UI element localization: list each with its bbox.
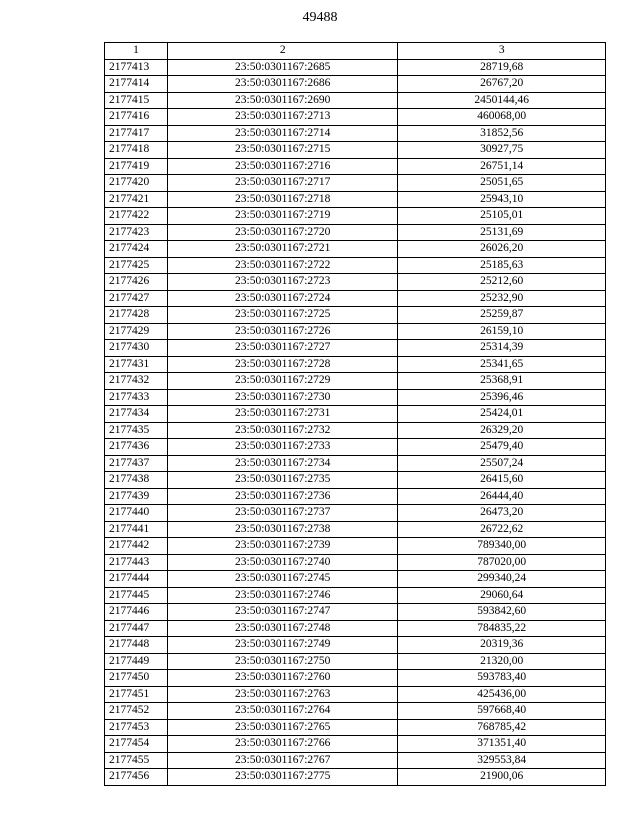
record-number-cell: 2177421 <box>105 191 168 208</box>
record-number-cell: 2177454 <box>105 736 168 753</box>
table-row <box>105 59 606 76</box>
table-row <box>105 290 606 307</box>
record-number-cell: 2177449 <box>105 653 168 670</box>
table-row <box>105 604 606 621</box>
value-cell: 25131,69 <box>398 224 606 241</box>
cadastral-number-cell: 23:50:0301167:2713 <box>167 109 398 126</box>
table-row <box>105 752 606 769</box>
record-number-cell: 2177443 <box>105 554 168 571</box>
table-row <box>105 323 606 340</box>
cadastral-number-cell: 23:50:0301167:2726 <box>167 323 398 340</box>
cadastral-number-cell: 23:50:0301167:2714 <box>167 125 398 142</box>
value-cell: 25424,01 <box>398 406 606 423</box>
cadastral-number-cell: 23:50:0301167:2735 <box>167 472 398 489</box>
table-row <box>105 439 606 456</box>
value-cell: 21320,00 <box>398 653 606 670</box>
record-number-cell: 2177456 <box>105 769 168 786</box>
value-cell: 25212,60 <box>398 274 606 291</box>
value-cell: 768785,42 <box>398 719 606 736</box>
value-cell: 26751,14 <box>398 158 606 175</box>
value-cell: 597668,40 <box>398 703 606 720</box>
value-cell: 26026,20 <box>398 241 606 258</box>
cadastral-number-cell: 23:50:0301167:2724 <box>167 290 398 307</box>
record-number-cell: 2177452 <box>105 703 168 720</box>
record-number-cell: 2177420 <box>105 175 168 192</box>
record-number-cell: 2177417 <box>105 125 168 142</box>
table-row <box>105 472 606 489</box>
table-row <box>105 653 606 670</box>
record-number-cell: 2177440 <box>105 505 168 522</box>
record-number-cell: 2177427 <box>105 290 168 307</box>
value-cell: 593842,60 <box>398 604 606 621</box>
cadastral-number-cell: 23:50:0301167:2745 <box>167 571 398 588</box>
cadastral-number-cell: 23:50:0301167:2763 <box>167 686 398 703</box>
table-row <box>105 389 606 406</box>
value-cell: 25051,65 <box>398 175 606 192</box>
table-row <box>105 637 606 654</box>
value-cell: 371351,40 <box>398 736 606 753</box>
record-number-cell: 2177430 <box>105 340 168 357</box>
cadastral-number-cell: 23:50:0301167:2727 <box>167 340 398 357</box>
value-cell: 25507,24 <box>398 455 606 472</box>
value-cell: 21900,06 <box>398 769 606 786</box>
cadastral-number-cell: 23:50:0301167:2731 <box>167 406 398 423</box>
value-cell: 789340,00 <box>398 538 606 555</box>
record-number-cell: 2177422 <box>105 208 168 225</box>
cadastral-number-cell: 23:50:0301167:2723 <box>167 274 398 291</box>
page-number: 49488 <box>302 10 338 25</box>
value-cell: 26473,20 <box>398 505 606 522</box>
table-row <box>105 142 606 159</box>
table-row <box>105 274 606 291</box>
cadastral-number-cell: 23:50:0301167:2725 <box>167 307 398 324</box>
table-header-row <box>105 43 606 60</box>
value-cell: 26722,62 <box>398 521 606 538</box>
cadastral-number-cell: 23:50:0301167:2767 <box>167 752 398 769</box>
cadastral-number-cell: 23:50:0301167:2747 <box>167 604 398 621</box>
value-cell: 25232,90 <box>398 290 606 307</box>
table-row <box>105 686 606 703</box>
record-number-cell: 2177436 <box>105 439 168 456</box>
value-cell: 30927,75 <box>398 142 606 159</box>
table-body <box>105 59 606 785</box>
registry-table <box>104 42 606 786</box>
table-row <box>105 670 606 687</box>
record-number-cell: 2177416 <box>105 109 168 126</box>
table-row <box>105 92 606 109</box>
table-row <box>105 257 606 274</box>
table-row <box>105 76 606 93</box>
table-row <box>105 620 606 637</box>
column-header-1: 1 <box>105 43 168 60</box>
record-number-cell: 2177438 <box>105 472 168 489</box>
record-number-cell: 2177431 <box>105 356 168 373</box>
cadastral-number-cell: 23:50:0301167:2760 <box>167 670 398 687</box>
table-row <box>105 719 606 736</box>
cadastral-number-cell: 23:50:0301167:2715 <box>167 142 398 159</box>
cadastral-number-cell: 23:50:0301167:2717 <box>167 175 398 192</box>
cadastral-number-cell: 23:50:0301167:2719 <box>167 208 398 225</box>
value-cell: 31852,56 <box>398 125 606 142</box>
cadastral-number-cell: 23:50:0301167:2720 <box>167 224 398 241</box>
table-row <box>105 703 606 720</box>
table-row <box>105 224 606 241</box>
cadastral-number-cell: 23:50:0301167:2690 <box>167 92 398 109</box>
record-number-cell: 2177435 <box>105 422 168 439</box>
cadastral-number-cell: 23:50:0301167:2739 <box>167 538 398 555</box>
record-number-cell: 2177424 <box>105 241 168 258</box>
table-row <box>105 158 606 175</box>
table-row <box>105 521 606 538</box>
record-number-cell: 2177415 <box>105 92 168 109</box>
record-number-cell: 2177419 <box>105 158 168 175</box>
cadastral-number-cell: 23:50:0301167:2734 <box>167 455 398 472</box>
record-number-cell: 2177433 <box>105 389 168 406</box>
cadastral-number-cell: 23:50:0301167:2736 <box>167 488 398 505</box>
record-number-cell: 2177413 <box>105 59 168 76</box>
cadastral-number-cell: 23:50:0301167:2732 <box>167 422 398 439</box>
value-cell: 26159,10 <box>398 323 606 340</box>
cadastral-number-cell: 23:50:0301167:2748 <box>167 620 398 637</box>
table-row <box>105 109 606 126</box>
value-cell: 25396,46 <box>398 389 606 406</box>
table-row <box>105 736 606 753</box>
record-number-cell: 2177429 <box>105 323 168 340</box>
value-cell: 784835,22 <box>398 620 606 637</box>
table-row <box>105 307 606 324</box>
cadastral-number-cell: 23:50:0301167:2733 <box>167 439 398 456</box>
table-row <box>105 488 606 505</box>
record-number-cell: 2177448 <box>105 637 168 654</box>
record-number-cell: 2177432 <box>105 373 168 390</box>
record-number-cell: 2177428 <box>105 307 168 324</box>
value-cell: 593783,40 <box>398 670 606 687</box>
value-cell: 25259,87 <box>398 307 606 324</box>
record-number-cell: 2177444 <box>105 571 168 588</box>
cadastral-number-cell: 23:50:0301167:2775 <box>167 769 398 786</box>
cadastral-number-cell: 23:50:0301167:2685 <box>167 59 398 76</box>
record-number-cell: 2177441 <box>105 521 168 538</box>
record-number-cell: 2177451 <box>105 686 168 703</box>
cadastral-number-cell: 23:50:0301167:2764 <box>167 703 398 720</box>
value-cell: 299340,24 <box>398 571 606 588</box>
value-cell: 25368,91 <box>398 373 606 390</box>
value-cell: 28719,68 <box>398 59 606 76</box>
table-row <box>105 422 606 439</box>
cadastral-number-cell: 23:50:0301167:2737 <box>167 505 398 522</box>
cadastral-number-cell: 23:50:0301167:2716 <box>167 158 398 175</box>
cadastral-number-cell: 23:50:0301167:2722 <box>167 257 398 274</box>
cadastral-number-cell: 23:50:0301167:2746 <box>167 587 398 604</box>
cadastral-number-cell: 23:50:0301167:2738 <box>167 521 398 538</box>
record-number-cell: 2177425 <box>105 257 168 274</box>
table-row <box>105 208 606 225</box>
cadastral-number-cell: 23:50:0301167:2740 <box>167 554 398 571</box>
record-number-cell: 2177450 <box>105 670 168 687</box>
value-cell: 25479,40 <box>398 439 606 456</box>
record-number-cell: 2177453 <box>105 719 168 736</box>
table-row <box>105 505 606 522</box>
cadastral-number-cell: 23:50:0301167:2750 <box>167 653 398 670</box>
record-number-cell: 2177423 <box>105 224 168 241</box>
record-number-cell: 2177446 <box>105 604 168 621</box>
table-row <box>105 241 606 258</box>
record-number-cell: 2177445 <box>105 587 168 604</box>
value-cell: 460068,00 <box>398 109 606 126</box>
value-cell: 25314,39 <box>398 340 606 357</box>
value-cell: 25943,10 <box>398 191 606 208</box>
table-row <box>105 571 606 588</box>
table-row <box>105 554 606 571</box>
value-cell: 26767,20 <box>398 76 606 93</box>
table-row <box>105 175 606 192</box>
cadastral-number-cell: 23:50:0301167:2730 <box>167 389 398 406</box>
value-cell: 425436,00 <box>398 686 606 703</box>
table-row <box>105 356 606 373</box>
value-cell: 26444,40 <box>398 488 606 505</box>
table-row <box>105 455 606 472</box>
table-row <box>105 340 606 357</box>
record-number-cell: 2177455 <box>105 752 168 769</box>
column-header-3: 3 <box>398 43 606 60</box>
record-number-cell: 2177434 <box>105 406 168 423</box>
cadastral-number-cell: 23:50:0301167:2766 <box>167 736 398 753</box>
record-number-cell: 2177442 <box>105 538 168 555</box>
cadastral-number-cell: 23:50:0301167:2765 <box>167 719 398 736</box>
value-cell: 25185,63 <box>398 257 606 274</box>
record-number-cell: 2177437 <box>105 455 168 472</box>
table-row <box>105 373 606 390</box>
cadastral-number-cell: 23:50:0301167:2721 <box>167 241 398 258</box>
value-cell: 329553,84 <box>398 752 606 769</box>
value-cell: 2450144,46 <box>398 92 606 109</box>
cadastral-number-cell: 23:50:0301167:2686 <box>167 76 398 93</box>
record-number-cell: 2177418 <box>105 142 168 159</box>
value-cell: 26415,60 <box>398 472 606 489</box>
value-cell: 25105,01 <box>398 208 606 225</box>
table-row <box>105 191 606 208</box>
value-cell: 25341,65 <box>398 356 606 373</box>
cadastral-number-cell: 23:50:0301167:2728 <box>167 356 398 373</box>
value-cell: 29060,64 <box>398 587 606 604</box>
record-number-cell: 2177426 <box>105 274 168 291</box>
column-header-2: 2 <box>167 43 398 60</box>
table-row <box>105 406 606 423</box>
record-number-cell: 2177447 <box>105 620 168 637</box>
table-row <box>105 125 606 142</box>
value-cell: 787020,00 <box>398 554 606 571</box>
record-number-cell: 2177414 <box>105 76 168 93</box>
record-number-cell: 2177439 <box>105 488 168 505</box>
table-row <box>105 769 606 786</box>
cadastral-number-cell: 23:50:0301167:2729 <box>167 373 398 390</box>
value-cell: 26329,20 <box>398 422 606 439</box>
cadastral-number-cell: 23:50:0301167:2749 <box>167 637 398 654</box>
cadastral-number-cell: 23:50:0301167:2718 <box>167 191 398 208</box>
table-row <box>105 587 606 604</box>
value-cell: 20319,36 <box>398 637 606 654</box>
table-row <box>105 538 606 555</box>
